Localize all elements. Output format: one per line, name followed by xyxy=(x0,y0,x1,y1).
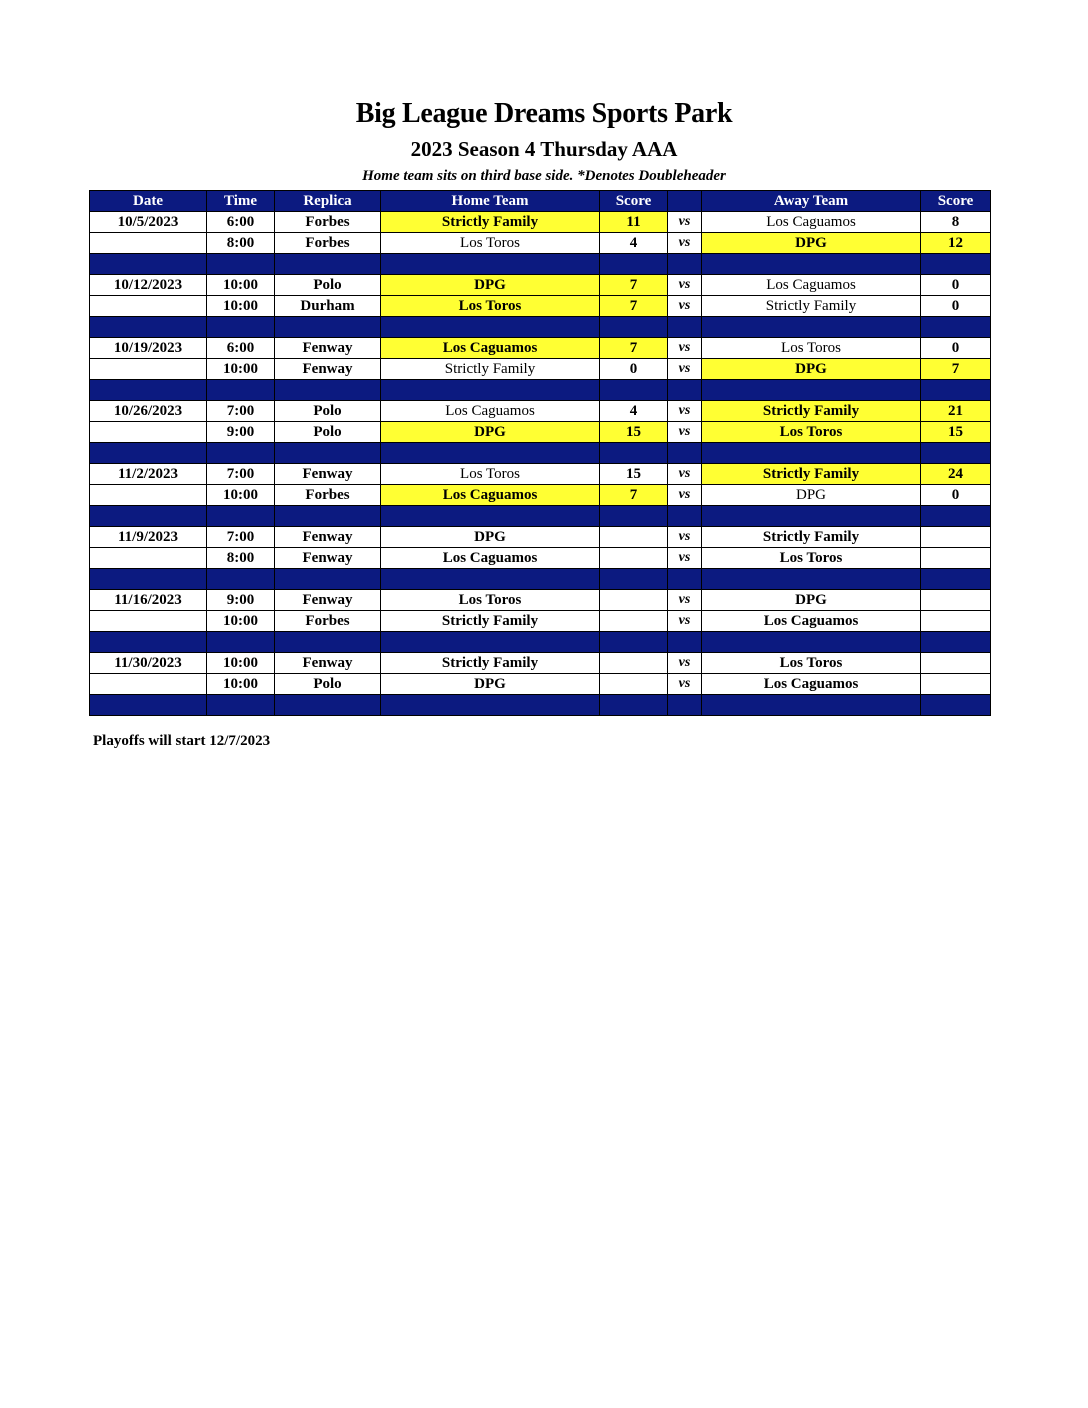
separator-cell xyxy=(381,317,600,338)
separator-cell xyxy=(702,254,921,275)
separator-cell xyxy=(600,632,668,653)
separator-cell xyxy=(207,317,275,338)
week-separator-row xyxy=(90,569,991,590)
replica-cell: Forbes xyxy=(275,212,381,233)
away-team-cell: Los Caguamos xyxy=(702,674,921,695)
separator-cell xyxy=(668,380,702,401)
replica-cell: Durham xyxy=(275,296,381,317)
vs-cell: vs xyxy=(668,233,702,254)
date-cell xyxy=(90,296,207,317)
vs-cell: vs xyxy=(668,548,702,569)
time-cell: 8:00 xyxy=(207,233,275,254)
separator-cell xyxy=(207,632,275,653)
date-cell: 11/30/2023 xyxy=(90,653,207,674)
vs-cell: vs xyxy=(668,401,702,422)
home-score-cell: 7 xyxy=(600,485,668,506)
separator-cell xyxy=(381,695,600,716)
separator-cell xyxy=(600,695,668,716)
date-cell xyxy=(90,611,207,632)
date-cell xyxy=(90,233,207,254)
separator-cell xyxy=(90,695,207,716)
vs-cell: vs xyxy=(668,527,702,548)
week-separator-row xyxy=(90,695,991,716)
vs-cell: vs xyxy=(668,611,702,632)
home-score-cell xyxy=(600,611,668,632)
separator-cell xyxy=(207,254,275,275)
away-team-cell: Strictly Family xyxy=(702,401,921,422)
vs-cell: vs xyxy=(668,653,702,674)
away-team-cell: Los Toros xyxy=(702,422,921,443)
home-team-cell: DPG xyxy=(381,674,600,695)
table-row xyxy=(90,590,991,611)
home-team-cell: Los Caguamos xyxy=(381,401,600,422)
away-score-cell xyxy=(921,674,991,695)
home-score-cell: 7 xyxy=(600,338,668,359)
table-row xyxy=(90,296,991,317)
separator-cell xyxy=(702,506,921,527)
vs-cell: vs xyxy=(668,296,702,317)
home-team-cell: DPG xyxy=(381,422,600,443)
col-header-home-team: Home Team xyxy=(381,191,600,212)
home-team-cell: Los Caguamos xyxy=(381,338,600,359)
separator-cell xyxy=(207,569,275,590)
col-header-replica: Replica xyxy=(275,191,381,212)
date-cell xyxy=(90,359,207,380)
schedule-note: Home team sits on third base side. *Denotes Doubleheader xyxy=(362,168,726,184)
home-team-cell: Los Toros xyxy=(381,464,600,485)
playoffs-note: Playoffs will start 12/7/2023 xyxy=(93,733,271,749)
separator-cell xyxy=(702,443,921,464)
table-row xyxy=(90,611,991,632)
separator-cell xyxy=(668,443,702,464)
time-cell: 10:00 xyxy=(207,674,275,695)
away-score-cell: 0 xyxy=(921,485,991,506)
date-cell xyxy=(90,422,207,443)
col-header-time: Time xyxy=(207,191,275,212)
time-cell: 7:00 xyxy=(207,464,275,485)
vs-cell: vs xyxy=(668,590,702,611)
col-header-away-score: Score xyxy=(921,191,991,212)
home-score-cell xyxy=(600,548,668,569)
separator-cell xyxy=(90,506,207,527)
home-team-cell: Los Caguamos xyxy=(381,485,600,506)
table-row xyxy=(90,674,991,695)
table-row xyxy=(90,464,991,485)
away-team-cell: Strictly Family xyxy=(702,464,921,485)
separator-cell xyxy=(381,632,600,653)
home-score-cell: 15 xyxy=(600,422,668,443)
away-team-cell: DPG xyxy=(702,233,921,254)
date-cell: 10/12/2023 xyxy=(90,275,207,296)
separator-cell xyxy=(921,380,991,401)
separator-cell xyxy=(702,380,921,401)
separator-cell xyxy=(921,317,991,338)
away-team-cell: DPG xyxy=(702,359,921,380)
home-team-cell: DPG xyxy=(381,275,600,296)
away-team-cell: Strictly Family xyxy=(702,527,921,548)
date-cell: 11/16/2023 xyxy=(90,590,207,611)
table-row xyxy=(90,359,991,380)
week-separator-row xyxy=(90,254,991,275)
separator-cell xyxy=(668,317,702,338)
replica-cell: Polo xyxy=(275,275,381,296)
separator-cell xyxy=(668,695,702,716)
vs-cell: vs xyxy=(668,275,702,296)
date-cell: 11/2/2023 xyxy=(90,464,207,485)
home-team-cell: Los Caguamos xyxy=(381,548,600,569)
home-score-cell xyxy=(600,527,668,548)
table-row xyxy=(90,485,991,506)
replica-cell: Polo xyxy=(275,674,381,695)
home-team-cell: Strictly Family xyxy=(381,653,600,674)
separator-cell xyxy=(921,695,991,716)
col-header-date: Date xyxy=(90,191,207,212)
date-cell: 11/9/2023 xyxy=(90,527,207,548)
table-header-row xyxy=(90,191,991,212)
vs-cell: vs xyxy=(668,422,702,443)
table-row xyxy=(90,527,991,548)
away-score-cell: 15 xyxy=(921,422,991,443)
separator-cell xyxy=(381,569,600,590)
separator-cell xyxy=(702,317,921,338)
separator-cell xyxy=(702,695,921,716)
separator-cell xyxy=(921,506,991,527)
away-score-cell xyxy=(921,611,991,632)
page-subtitle: 2023 Season 4 Thursday AAA xyxy=(410,137,678,161)
separator-cell xyxy=(275,632,381,653)
table-row xyxy=(90,653,991,674)
home-score-cell: 4 xyxy=(600,233,668,254)
vs-cell: vs xyxy=(668,212,702,233)
home-team-cell: Strictly Family xyxy=(381,212,600,233)
away-team-cell: Los Caguamos xyxy=(702,611,921,632)
separator-cell xyxy=(90,254,207,275)
replica-cell: Fenway xyxy=(275,464,381,485)
separator-cell xyxy=(668,506,702,527)
separator-cell xyxy=(600,443,668,464)
col-header-home-score: Score xyxy=(600,191,668,212)
time-cell: 10:00 xyxy=(207,653,275,674)
table-row xyxy=(90,233,991,254)
separator-cell xyxy=(90,569,207,590)
date-cell xyxy=(90,674,207,695)
replica-cell: Polo xyxy=(275,401,381,422)
vs-cell: vs xyxy=(668,464,702,485)
table-row xyxy=(90,338,991,359)
col-header-vs xyxy=(668,191,702,212)
home-team-cell: DPG xyxy=(381,527,600,548)
away-score-cell xyxy=(921,590,991,611)
separator-cell xyxy=(90,632,207,653)
separator-cell xyxy=(921,569,991,590)
away-score-cell: 0 xyxy=(921,275,991,296)
separator-cell xyxy=(207,506,275,527)
away-score-cell: 24 xyxy=(921,464,991,485)
separator-cell xyxy=(381,254,600,275)
home-score-cell xyxy=(600,653,668,674)
home-team-cell: Los Toros xyxy=(381,296,600,317)
schedule-table xyxy=(89,190,991,716)
separator-cell xyxy=(381,380,600,401)
table-row xyxy=(90,275,991,296)
away-score-cell: 0 xyxy=(921,338,991,359)
separator-cell xyxy=(600,254,668,275)
separator-cell xyxy=(90,380,207,401)
page-title: Big League Dreams Sports Park xyxy=(355,98,733,129)
replica-cell: Fenway xyxy=(275,338,381,359)
date-cell: 10/26/2023 xyxy=(90,401,207,422)
separator-cell xyxy=(668,569,702,590)
time-cell: 6:00 xyxy=(207,212,275,233)
separator-cell xyxy=(275,443,381,464)
home-score-cell: 7 xyxy=(600,275,668,296)
date-cell xyxy=(90,485,207,506)
time-cell: 9:00 xyxy=(207,422,275,443)
time-cell: 10:00 xyxy=(207,275,275,296)
separator-cell xyxy=(381,443,600,464)
away-score-cell xyxy=(921,653,991,674)
separator-cell xyxy=(275,695,381,716)
vs-cell: vs xyxy=(668,485,702,506)
time-cell: 9:00 xyxy=(207,590,275,611)
separator-cell xyxy=(275,506,381,527)
time-cell: 10:00 xyxy=(207,359,275,380)
separator-cell xyxy=(90,317,207,338)
table-row xyxy=(90,422,991,443)
separator-cell xyxy=(921,443,991,464)
away-score-cell xyxy=(921,527,991,548)
home-score-cell xyxy=(600,590,668,611)
time-cell: 8:00 xyxy=(207,548,275,569)
away-score-cell: 21 xyxy=(921,401,991,422)
separator-cell xyxy=(90,443,207,464)
away-score-cell: 8 xyxy=(921,212,991,233)
date-cell: 10/5/2023 xyxy=(90,212,207,233)
away-team-cell: Los Toros xyxy=(702,548,921,569)
time-cell: 7:00 xyxy=(207,401,275,422)
away-score-cell: 12 xyxy=(921,233,991,254)
date-cell: 10/19/2023 xyxy=(90,338,207,359)
separator-cell xyxy=(702,569,921,590)
separator-cell xyxy=(600,317,668,338)
replica-cell: Forbes xyxy=(275,233,381,254)
home-team-cell: Strictly Family xyxy=(381,611,600,632)
time-cell: 7:00 xyxy=(207,527,275,548)
vs-cell: vs xyxy=(668,338,702,359)
separator-cell xyxy=(207,695,275,716)
away-score-cell: 7 xyxy=(921,359,991,380)
week-separator-row xyxy=(90,317,991,338)
home-score-cell: 4 xyxy=(600,401,668,422)
replica-cell: Polo xyxy=(275,422,381,443)
home-score-cell xyxy=(600,674,668,695)
home-team-cell: Los Toros xyxy=(381,590,600,611)
separator-cell xyxy=(668,254,702,275)
separator-cell xyxy=(921,254,991,275)
separator-cell xyxy=(600,380,668,401)
separator-cell xyxy=(275,317,381,338)
away-team-cell: Strictly Family xyxy=(702,296,921,317)
vs-cell: vs xyxy=(668,359,702,380)
home-team-cell: Strictly Family xyxy=(381,359,600,380)
week-separator-row xyxy=(90,380,991,401)
time-cell: 10:00 xyxy=(207,485,275,506)
schedule-body xyxy=(90,212,991,716)
replica-cell: Fenway xyxy=(275,359,381,380)
time-cell: 6:00 xyxy=(207,338,275,359)
away-team-cell: Los Toros xyxy=(702,338,921,359)
col-header-away-team: Away Team xyxy=(702,191,921,212)
table-row xyxy=(90,212,991,233)
separator-cell xyxy=(275,254,381,275)
table-row xyxy=(90,548,991,569)
table-row xyxy=(90,401,991,422)
away-team-cell: DPG xyxy=(702,590,921,611)
separator-cell xyxy=(668,632,702,653)
replica-cell: Fenway xyxy=(275,653,381,674)
replica-cell: Forbes xyxy=(275,611,381,632)
away-team-cell: Los Caguamos xyxy=(702,275,921,296)
replica-cell: Forbes xyxy=(275,485,381,506)
away-team-cell: Los Caguamos xyxy=(702,212,921,233)
away-team-cell: Los Toros xyxy=(702,653,921,674)
home-score-cell: 11 xyxy=(600,212,668,233)
separator-cell xyxy=(921,632,991,653)
week-separator-row xyxy=(90,443,991,464)
week-separator-row xyxy=(90,506,991,527)
away-score-cell xyxy=(921,548,991,569)
replica-cell: Fenway xyxy=(275,527,381,548)
time-cell: 10:00 xyxy=(207,611,275,632)
replica-cell: Fenway xyxy=(275,548,381,569)
separator-cell xyxy=(600,506,668,527)
separator-cell xyxy=(600,569,668,590)
replica-cell: Fenway xyxy=(275,590,381,611)
date-cell xyxy=(90,548,207,569)
vs-cell: vs xyxy=(668,674,702,695)
week-separator-row xyxy=(90,632,991,653)
home-score-cell: 7 xyxy=(600,296,668,317)
separator-cell xyxy=(381,506,600,527)
time-cell: 10:00 xyxy=(207,296,275,317)
home-score-cell: 15 xyxy=(600,464,668,485)
home-team-cell: Los Toros xyxy=(381,233,600,254)
separator-cell xyxy=(275,569,381,590)
separator-cell xyxy=(702,632,921,653)
away-team-cell: DPG xyxy=(702,485,921,506)
away-score-cell: 0 xyxy=(921,296,991,317)
separator-cell xyxy=(207,443,275,464)
separator-cell xyxy=(207,380,275,401)
separator-cell xyxy=(275,380,381,401)
home-score-cell: 0 xyxy=(600,359,668,380)
